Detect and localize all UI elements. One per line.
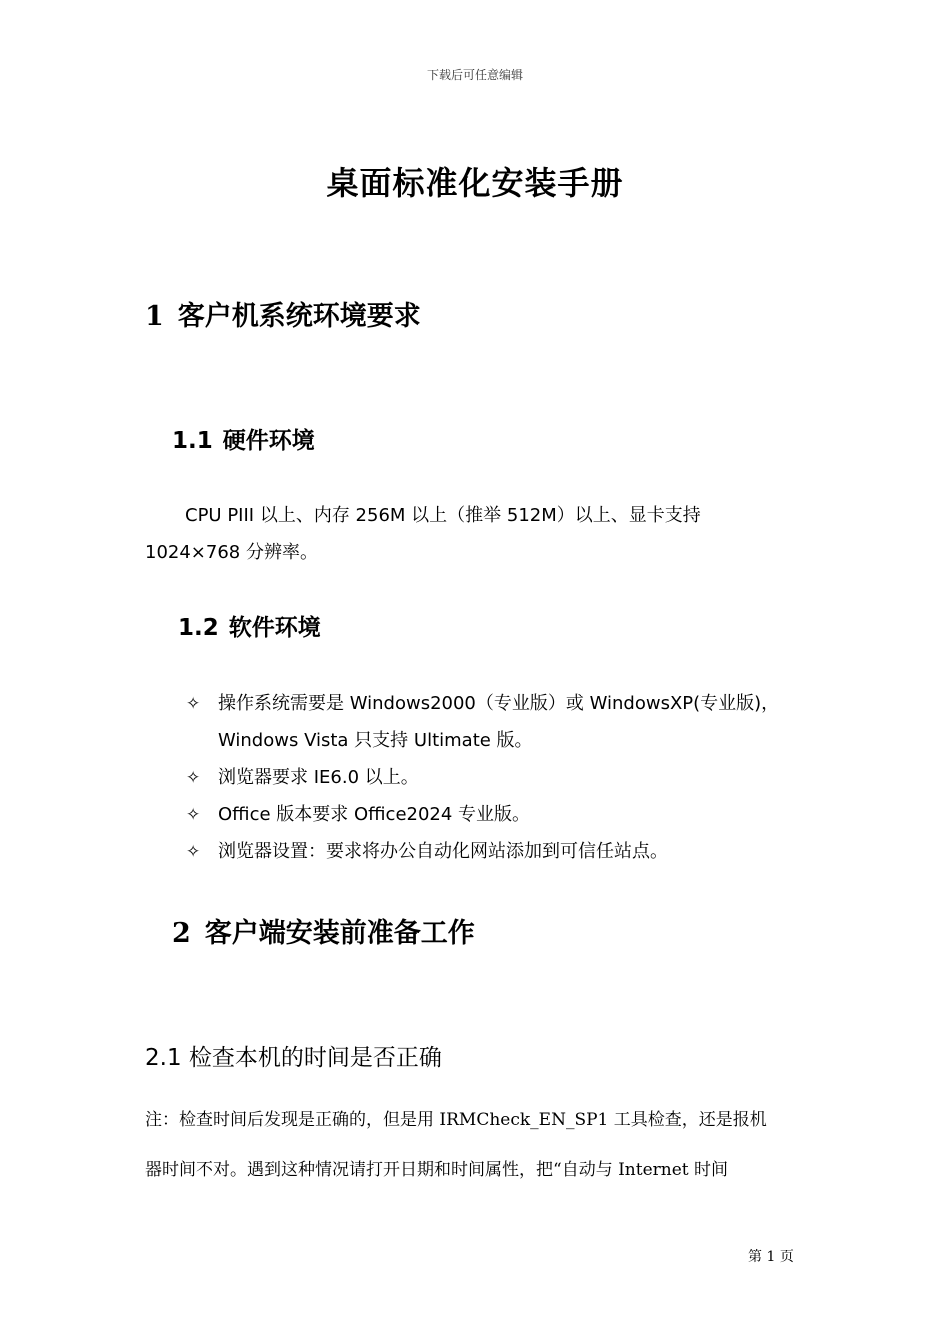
list-item-text: 操作系统需要是 Windows2000（专业版）或 WindowsXP(专业版)，: [218, 693, 780, 714]
document-title: 桌面标准化安装手册: [326, 164, 624, 202]
heading-number: 1.2: [178, 615, 219, 641]
hardware-paragraph-line-2: 1024×768 分辨率。: [145, 542, 318, 563]
software-list-item: [186, 759, 419, 797]
heading-section-1-2: [178, 609, 321, 642]
note-line-2: 器时间不对。遇到这种情况请打开日期和时间属性，把“自动与 Internet 时间: [145, 1160, 729, 1180]
heading-number: 1.1: [172, 428, 213, 454]
software-list-item: [186, 833, 668, 871]
footer-prefix: 第: [748, 1249, 762, 1265]
heading-section-2: [172, 911, 475, 950]
heading-text: 软件环境: [228, 615, 321, 641]
footer-suffix: 页: [779, 1249, 794, 1265]
software-list-item-continuation: Windows Vista 只支持 Ultimate 版。: [218, 730, 533, 751]
heading-section-1: [145, 294, 421, 333]
software-list-item: [186, 685, 779, 723]
four-pointed-star-outline-icon: ✧: [186, 842, 201, 862]
header-note: 下载后可任意编辑: [426, 68, 523, 82]
footer-page-number: 1: [766, 1249, 776, 1265]
heading-section-1-1: [172, 422, 315, 455]
four-pointed-star-outline-icon: ✧: [186, 768, 201, 788]
four-pointed-star-outline-icon: ✧: [186, 805, 201, 825]
heading-text: 客户机系统环境要求: [177, 301, 421, 332]
heading-number: 1: [145, 301, 164, 332]
list-item-text: Office 版本要求 Office2024 专业版。: [218, 804, 531, 825]
list-item-text: 浏览器要求 IE6.0 以上。: [218, 767, 419, 788]
software-list-item: [186, 796, 530, 834]
note-line-1: 注：检查时间后发现是正确的，但是用 IRMCheck_EN_SP1 工具检查，还是报机: [145, 1110, 767, 1130]
heading-section-2-1: 2.1 检查本机的时间是否正确: [145, 1045, 442, 1071]
page-number-footer: [748, 1246, 794, 1266]
list-item-text: 浏览器设置：要求将办公自动化网站添加到可信任站点。: [218, 841, 668, 862]
heading-text: 客户端安装前准备工作: [204, 918, 475, 949]
heading-number: 2: [172, 918, 191, 949]
heading-text: 硬件环境: [222, 428, 315, 454]
four-pointed-star-outline-icon: ✧: [186, 694, 201, 714]
hardware-paragraph-line-1: CPU PIII 以上、内存 256M 以上（推举 512M）以上、显卡支持: [185, 505, 701, 526]
